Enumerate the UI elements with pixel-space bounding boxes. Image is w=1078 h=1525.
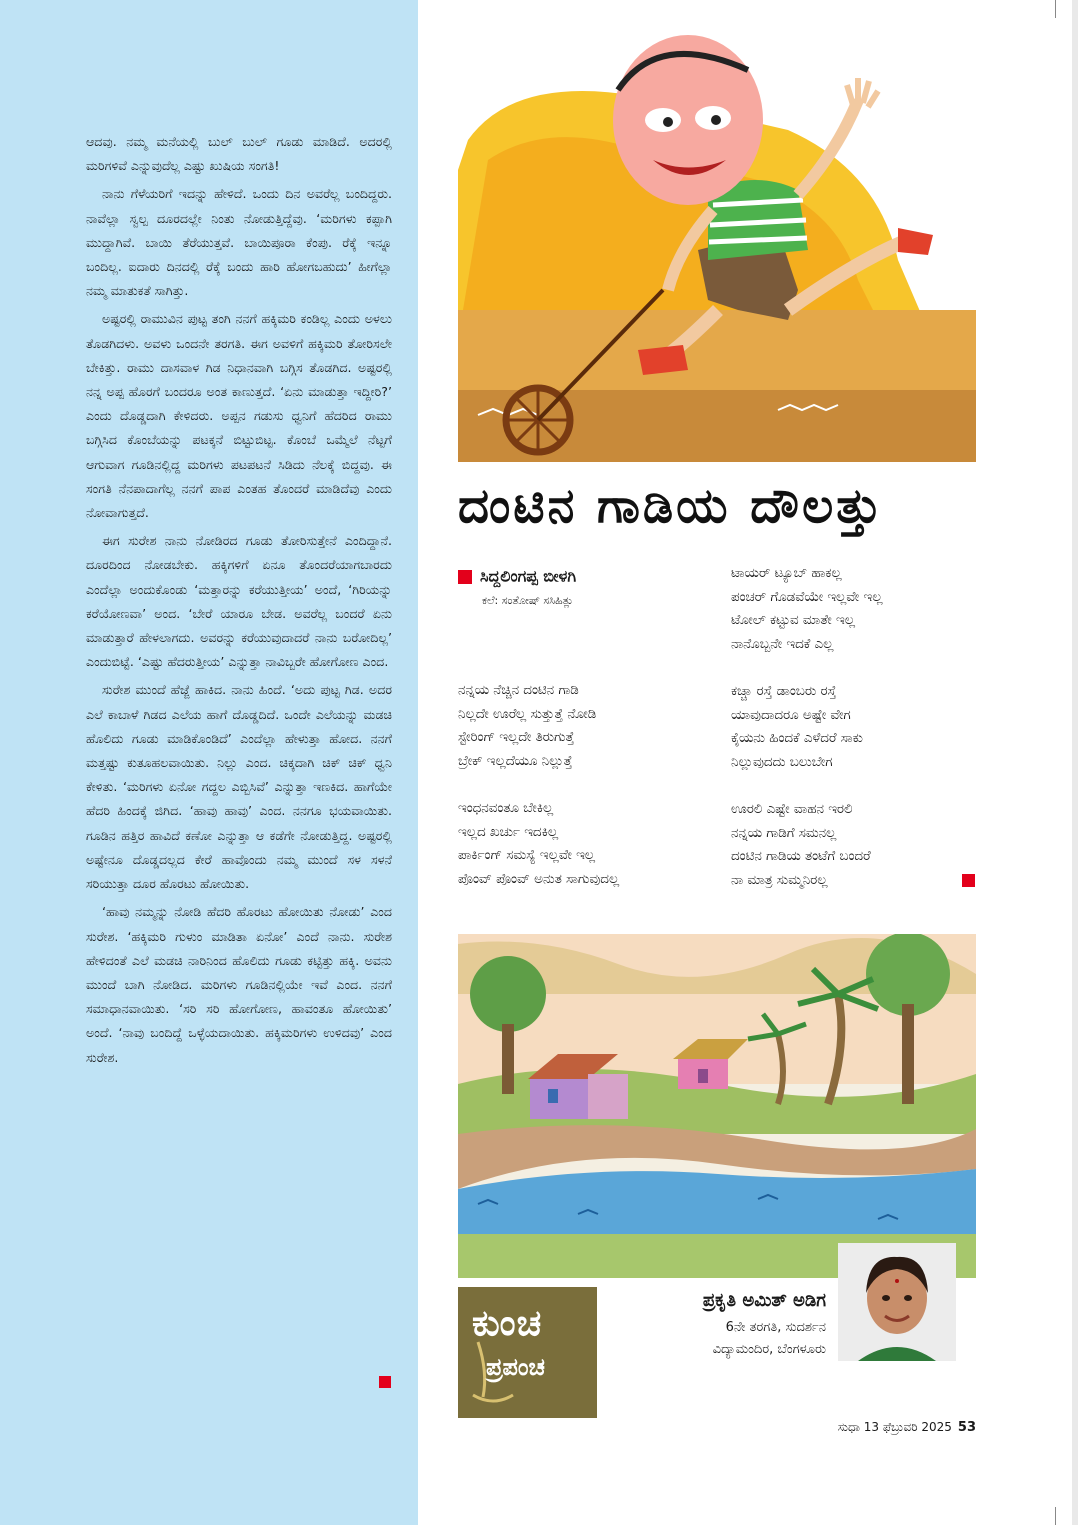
page-number: 53 — [957, 1420, 976, 1435]
poem-line: ಪಂಚರ್ ಗೊಡವೆಯೇ ಇಲ್ಲವೇ ಇಲ್ಲ — [731, 589, 883, 605]
crop-mark-bottom — [1055, 1507, 1056, 1525]
page-edge — [1072, 0, 1078, 1525]
poem-stanza — [731, 680, 883, 774]
landscape-drawing — [458, 934, 976, 1278]
poem-line: ಕಚ್ಚಾ ರಸ್ತೆ ಡಾಂಬರು ರಸ್ತೆ — [731, 683, 837, 699]
poem-line: ನಿಲ್ಲದೇ ಊರೆಲ್ಲ ಸುತ್ತುತ್ತೆ ನೋಡಿ — [458, 706, 597, 722]
artist-name: ಪ್ರಕೃತಿ ಅಮಿತ್ ಅಡಿಗ — [702, 1290, 826, 1311]
poem-stanza — [458, 797, 619, 891]
story-column — [86, 130, 392, 1070]
story-paragraph: ಈಗ ಸುರೇಶ ನಾನು ನೋಡಿರದ ಗೂಡು ತೋರಿಸುತ್ತೇನೆ ಎಂದಿದ್ದಾನೆ. ದೂರದಿಂದ ನೋಡಬೇಕು. ಹಕ್ಕಿಗಳಿಗೆ ಏನೂ ತೊಂದರೆಯಾಗಬಾರದು ಎಂದೆಲ್ಲಾ ಅಂದುಕೊಂಡು ‘ಮತ್ತಾರನ್ನು ಕರೆಯುತ್ತೀಯ’ ಅಂದೆ, ‘ಗಿರಿಯನ್ನು ಕರೆಯೋಣವಾ’ ಅಂದ. ‘ಬೇರೆ ಯಾರೂ ಬೇಡ. ಅವರೆಲ್ಲ ಬಂದರೆ ಏನು ಮಾಡುತ್ತಾರೆ ಹೇಳಲಾಗದು. ಅವರನ್ನು ಕರೆಯುವುದಾದರೆ ನಾನು ಬರೋದಿಲ್ಲ’ ಎಂದುಬಿಟ್ಟೆ. ‘ಎಷ್ಟು ಹೆದರುತ್ತೀಯ’ ಎನ್ನುತ್ತಾ ನಾವಿಬ್ಬರೇ ಹೋಗೋಣ ಎಂದ. — [86, 533, 392, 670]
poem-author: ಸಿದ್ದಲಿಂಗಪ್ಪ ಬೀಳಗಿ — [480, 566, 577, 586]
artist-photo — [838, 1243, 956, 1361]
cartoon-illustration — [458, 10, 976, 462]
poem-line: ಪಾರ್ಕಿಂಗ್ ಸಮಸ್ಯೆ ಇಲ್ಲವೇ ಇಲ್ಲ — [458, 848, 596, 864]
story-paragraph: ಆದವು. ನಮ್ಮ ಮನೆಯಲ್ಲಿ ಬುಲ್ ಬುಲ್ ಗೂಡು ಮಾಡಿದೆ. ಅದರಲ್ಲಿ ಮರಿಗಳಿವೆ ಎನ್ನುವುದೆಲ್ಲ ಎಷ್ಟು ಖುಷಿಯ ಸಂಗತಿ! — [86, 134, 392, 174]
story-end-mark — [379, 1376, 391, 1388]
poem-line: ಇಲ್ಲದ ಖರ್ಚು ಇದಕಿಲ್ಲ — [458, 824, 559, 840]
story-paragraph: ಅಷ್ಟರಲ್ಲಿ ರಾಮುವಿನ ಪುಟ್ಟ ತಂಗಿ ನನಗೆ ಹಕ್ಕಿಮರಿ ಕಂಡಿಲ್ಲ ಎಂದು ಅಳಲು ತೊಡಗಿದಳು. ಅವಳು ಒಂದನೇ ತರಗತಿ. ಈಗ ಅವಳಿಗೆ ಹಕ್ಕಿಮರಿ ತೋರಿಸಲೇ ಬೇಕಿತ್ತು. ರಾಮು ದಾಸವಾಳ ಗಿಡ ನಿಧಾನವಾಗಿ ಬಗ್ಗಿಸ ತೊಡಗಿದ. ಅಷ್ಟರಲ್ಲಿ ನನ್ನ ಅಪ್ಪ ಹೊರಗೆ ಬಂದರೂ ಅಂತ ಕಾಣುತ್ತದೆ. ‘ಏನು ಮಾಡುತ್ತಾ ಇದ್ದೀರಿ?’ ಎಂದು ದೊಡ್ಡದಾಗಿ ಕೇಳಿದರು. ಅಪ್ಪನ ಗಡುಸು ಧ್ವನಿಗೆ ಹೆದರಿದ ರಾಮು ಬಗ್ಗಿಸಿದ ಕೊಂಬೆಯನ್ನು ಪಟಕ್ಕನೆ ಬಿಟ್ಟುಬಿಟ್ಟ. ಕೊಂಬೆ ಒಮ್ಮೆಲೆ ನೆಟ್ಟಗೆ ಆಗುವಾಗ ಗೂಡಿನಲ್ಲಿದ್ದ ಮರಿಗಳು ಪಟಪಟನೆ ಸಿಡಿದು ನೆಲಕ್ಕೆ ಬಿದ್ದವು. ಈ ಸಂಗತಿ ನೆನಪಾದಾಗೆಲ್ಲ ನನಗೆ ಪಾಪ ಎಂತಹ ತೊಂದರೆ ಮಾಡಿದೆವು ಎಂದು ನೋವಾಗುತ್ತದೆ. — [86, 311, 392, 521]
poem-end-mark — [962, 874, 975, 887]
story-paragraph: ಸುರೇಶ ಮುಂದೆ ಹೆಜ್ಜೆ ಹಾಕಿದ. ನಾನು ಹಿಂದೆ. ‘ಅದು ಪುಟ್ಟ ಗಿಡ. ಅದರ ಎಲೆ ಕಾಬಾಳೆ ಗಿಡದ ಎಲೆಯ ಹಾಗೆ ದೊಡ್ಡದಿದೆ. ಒಂದೇ ಎಲೆಯನ್ನು ಮಡಚಿ ಹೊಲಿದು ಗೂಡು ಮಾಡಿಕೊಂಡಿದೆ’ ಎಂದೆಲ್ಲಾ ಹೇಳುತ್ತಾ ಹೋದ. ನನಗೆ ಮತ್ತಷ್ಟು ಕುತೂಹಲವಾಯಿತು. ನಿಲ್ಲು ಎಂದ. ಚಿಕ್ಕದಾಗಿ ಚಿಕ್ ಚಿಕ್ ಧ್ವನಿ ಕೇಳಿತು. ‘ಮರಿಗಳು ಏನೋ ಗದ್ದಲ ಎಬ್ಬಿಸಿವೆ’ ಎನ್ನುತ್ತಾ ಇಣಕಿದ. ಹಾಗೆಯೇ ಹೆದರಿ ಹಿಂದಕ್ಕೆ ಜಿಗಿದ. ‘ಹಾವು ಹಾವು’ ಎಂದ. ನನಗೂ ಭಯವಾಯಿತು. ಗೂಡಿನ ಹತ್ತಿರ ಹಾವಿದೆ ಕಣೋ ಎನ್ನುತ್ತಾ ಆ ಕಡೆಗೇ ನೋಡುತ್ತಿದ್ದ. ಅಷ್ಟರಲ್ಲಿ ಅಷ್ಟೇನೂ ದೊಡ್ಡದಲ್ಲದ ಕೇರೆ ಹಾವೊಂದು ನಮ್ಮ ಮುಂದೆ ಸಳ ಸಳನೆ ಸರಿಯುತ್ತಾ ದೂರ ಹೊರಟು ಹೋಯಿತು. — [86, 682, 392, 892]
artist-class: 6ನೇ ತರಗತಿ, ಸುದರ್ಶನ — [725, 1320, 826, 1335]
illustration-credit: ಕಲೆ: ಸಂತೋಷ್ ಸಸಿಹಿತ್ಲು — [482, 594, 574, 607]
poem-line: ಸ್ಟೇರಿಂಗ್ ಇಲ್ಲದೇ ತಿರುಗುತ್ತೆ — [458, 730, 575, 746]
poem-line: ನಾನೊಬ್ಬನೇ ಇದಕೆ ಎಲ್ಲ — [731, 636, 834, 652]
poem-line: ಇಂಧನವಂತೂ ಬೇಕಿಲ್ಲ — [458, 800, 554, 816]
story-paragraph: ನಾನು ಗೆಳೆಯರಿಗೆ ಇದನ್ನು ಹೇಳಿದೆ. ಒಂದು ದಿನ ಅವರೆಲ್ಲ ಬಂದಿದ್ದರು. ನಾವೆಲ್ಲಾ ಸ್ವಲ್ಪ ದೂರದಲ್ಲೇ ನಿಂತು ನೋಡುತ್ತಿದ್ದೆವು. ‘ಮರಿಗಳು ಕಪ್ಪಾಗಿ ಮುದ್ದಾಗಿವೆ. ಬಾಯಿ ತೆರೆಯುತ್ತವೆ. ಬಾಯಿಪೂರಾ ಕೆಂಪು. ರೆಕ್ಕೆ ಇನ್ನೂ ಬಂದಿಲ್ಲ. ಐದಾರು ದಿನದಲ್ಲಿ ರೆಕ್ಕೆ ಬಂದು ಹಾರಿ ಹೋಗಬಹುದು’ ಹೀಗೆಲ್ಲಾ ನಮ್ಮ ಮಾತುಕತೆ ಸಾಗಿತ್ತು. — [86, 186, 392, 299]
poem-line: ನಿಲ್ಲುವುದದು ಬಲುಬೇಗ — [731, 754, 833, 770]
poem-right-column — [731, 562, 883, 916]
byline-marker — [458, 570, 472, 584]
poem-line: ದಂಟಿನ ಗಾಡಿಯ ತಂಟೆಗೆ ಬಂದರೆ — [731, 849, 871, 865]
poem-line: ನನ್ನಯ ನೆಚ್ಚಿನ ದಂಟಿನ ಗಾಡಿ — [458, 683, 579, 698]
byline — [458, 566, 576, 587]
poem-line: ಟಾಯರ್ ಟ್ಯೂಬ್ ಹಾಕಲ್ಲ — [731, 566, 842, 581]
kuncha-logo-line1: ಕುಂಚ — [472, 1303, 543, 1344]
poem-line: ಊರಲಿ ಎಷ್ಟೇ ವಾಹನ ಇರಲಿ — [731, 801, 853, 817]
artist-school: ವಿದ್ಯಾಮಂದಿರ, ಬೆಂಗಳೂರು — [712, 1342, 826, 1357]
poem-stanza — [731, 798, 883, 892]
kuncha-prapancha-logo — [458, 1287, 597, 1418]
poem-line: ಕೈಯನು ಹಿಂದಕೆ ಎಳೆದರೆ ಸಾಕು — [731, 731, 863, 747]
page-footer — [838, 1420, 976, 1435]
poem-line: ಪೊಂವ್ ಪೊಂವ್ ಅನುತ ಸಾಗುವುದಲ್ಲ — [458, 871, 620, 887]
poem-stanza — [731, 562, 883, 656]
kuncha-logo-line2: ಪ್ರಪಂಚ — [486, 1353, 545, 1381]
poem-title: ದಂಟಿನ ಗಾಡಿಯ ದೌಲತ್ತು — [458, 478, 885, 534]
poem-stanza — [458, 679, 619, 773]
issue-info: ಸುಧಾ 13 ಫೆಬ್ರುವರಿ 2025 — [837, 1420, 952, 1434]
poem-left-column — [458, 679, 619, 915]
crop-mark-top — [1055, 0, 1056, 18]
story-paragraph: ‘ಹಾವು ನಮ್ಮನ್ನು ನೋಡಿ ಹೆದರಿ ಹೊರಟು ಹೋಯಿತು ನೋಡು’ ಎಂದ ಸುರೇಶ. ‘ಹಕ್ಕಿಮರಿ ಗುಳುಂ ಮಾಡಿತಾ ಏನೋ’ ಎಂದೆ ನಾನು. ಸುರೇಶ ಹೇಳಿದಂತೆ ಎಲೆ ಮಡಚಿ ನಾರಿನಿಂದ ಹೊಲಿದು ಗೂಡು ಕಟ್ಟಿತ್ತು ಹಕ್ಕಿ. ಅವನು ಮುಂದೆ ಬಾಗಿ ನೋಡಿದ. ಮರಿಗಳು ಗೂಡಿನಲ್ಲಿಯೇ ಇವೆ ಎಂದ. ನನಗೆ ಸಮಾಧಾನವಾಯಿತು. ‘ಸರಿ ಸರಿ ಹೋಗೋಣ, ಹಾವಂತೂ ಹೋಯಿತು’ ಅಂದೆ. ‘ನಾವು ಬಂದಿದ್ದೆ ಒಳ್ಳೆಯದಾಯಿತು. ಹಕ್ಕಿಮರಿಗಳು ಉಳಿದವು’ ಎಂದ ಸುರೇಶ. — [86, 904, 392, 1065]
poem-line: ಬ್ರೇಕ್ ಇಲ್ಲದೆಯೂ ನಿಲ್ಲುತ್ತೆ — [458, 753, 573, 769]
poem-line: ನನ್ನಯ ಗಾಡಿಗೆ ಸಮನಲ್ಲ — [731, 825, 837, 841]
poem-line: ಟೋಲ್ ಕಟ್ಟುವ ಮಾತೇ ಇಲ್ಲ — [731, 613, 856, 629]
poem-line: ಯಾವುದಾದರೂ ಅಷ್ಟೇ ವೇಗ — [731, 707, 851, 723]
poem-line: ನಾ ಮಾತ್ರ ಸುಮ್ಮನಿರಲ್ಲ — [731, 872, 828, 888]
